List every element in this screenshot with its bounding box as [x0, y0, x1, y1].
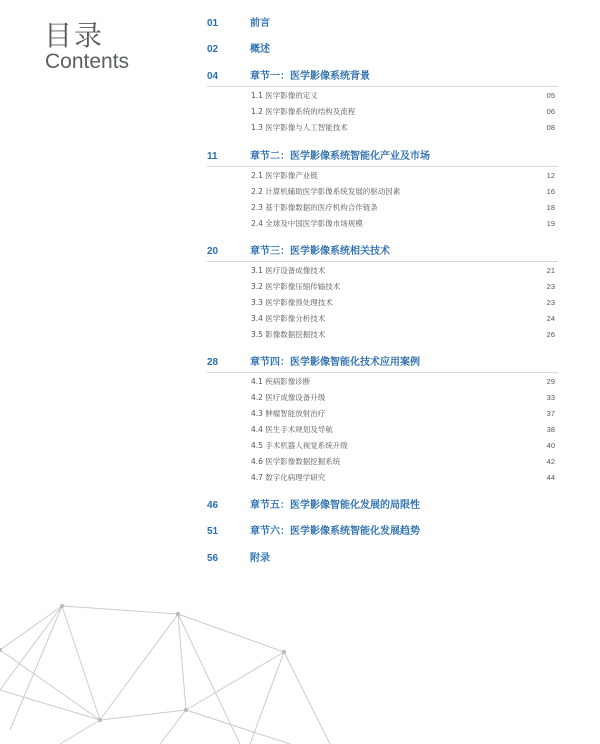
toc-section-page: 08 [546, 123, 555, 132]
toc-section-page: 29 [546, 377, 555, 386]
toc-section[interactable] [0, 390, 600, 406]
toc-chapter-page: 51 [207, 526, 219, 537]
toc-section[interactable] [0, 470, 600, 486]
toc-section[interactable] [0, 216, 600, 232]
toc-section[interactable] [0, 454, 600, 470]
toc-section-title: 2.3 基于影像数据的医疗机构合作链条 [251, 203, 378, 212]
toc-chapter[interactable] [0, 16, 600, 32]
toc-section-page: 33 [546, 393, 555, 402]
toc-chapter-page: 46 [207, 500, 219, 511]
toc-section-title: 2.4 全球及中国医学影像市场规模 [251, 219, 363, 228]
toc-chapter-title: 前言 [250, 18, 270, 29]
toc-section-title: 3.2 医学影像压缩传输技术 [251, 282, 341, 291]
decorative-network-graphic [0, 580, 600, 744]
toc-section-page: 24 [546, 314, 555, 323]
toc-section-title: 4.5 手术机器人视觉系统升级 [251, 441, 348, 450]
toc-chapter[interactable] [0, 498, 600, 514]
toc-section[interactable] [0, 263, 600, 279]
toc-chapter-page: 20 [207, 246, 219, 257]
toc-chapter-page: 01 [207, 18, 219, 29]
toc-section-title: 1.1 医学影像的定义 [251, 91, 318, 100]
toc-section[interactable] [0, 422, 600, 438]
toc-section-page: 26 [546, 330, 555, 339]
toc-section[interactable] [0, 374, 600, 390]
toc-divider [207, 261, 558, 262]
toc-chapter-page: 56 [207, 553, 219, 564]
toc-section-page: 23 [546, 298, 555, 307]
toc-chapter[interactable] [0, 551, 600, 567]
toc-section-title: 2.1 医学影像产业链 [251, 171, 318, 180]
toc-chapter-title: 章节五：医学影像智能化发展的局限性 [250, 500, 420, 511]
toc-chapter[interactable] [0, 355, 600, 371]
toc-section-page: 12 [546, 171, 555, 180]
toc-chapter-title: 概述 [250, 44, 270, 55]
toc-divider [207, 166, 558, 167]
toc-section[interactable] [0, 184, 600, 200]
toc-chapter-page: 02 [207, 44, 219, 55]
toc-chapter-title: 附录 [250, 553, 270, 564]
toc-section-title: 4.2 医疗成像设备升级 [251, 393, 326, 402]
toc-chapter-page: 04 [207, 71, 219, 82]
toc-section-title: 4.6 医学影像数据挖掘系统 [251, 457, 341, 466]
toc-chapter-title: 章节一：医学影像系统背景 [250, 71, 370, 82]
toc-divider [207, 372, 558, 373]
toc-section-page: 40 [546, 441, 555, 450]
toc-section-title: 4.7 数字化病理学研究 [251, 473, 326, 482]
toc-section[interactable] [0, 438, 600, 454]
toc-section-title: 1.3 医学影像与人工智能技术 [251, 123, 348, 132]
toc-section[interactable] [0, 406, 600, 422]
toc-section-title: 1.2 医学影像系统的结构及流程 [251, 107, 356, 116]
toc-section[interactable] [0, 120, 600, 136]
toc-divider [207, 86, 558, 87]
toc-chapter[interactable] [0, 42, 600, 58]
toc-section-title: 2.2 计算机辅助医学影像系统发展的驱动因素 [251, 187, 401, 196]
page-title-cn: 目录 [44, 19, 105, 52]
toc-section-title: 4.4 医生手术规划及导航 [251, 425, 333, 434]
toc-chapter-page: 11 [207, 151, 218, 162]
toc-section-page: 19 [546, 219, 555, 228]
toc-section-page: 23 [546, 282, 555, 291]
toc-section-page: 44 [546, 473, 555, 482]
toc-section-page: 37 [546, 409, 555, 418]
toc-section-page: 05 [546, 91, 555, 100]
toc-section-title: 4.1 疾病影像诊断 [251, 377, 311, 386]
toc-section[interactable] [0, 88, 600, 104]
toc-section-page: 06 [546, 107, 555, 116]
toc-chapter[interactable] [0, 244, 600, 260]
toc-chapter[interactable] [0, 69, 600, 85]
toc-section[interactable] [0, 168, 600, 184]
toc-section-page: 38 [546, 425, 555, 434]
toc-section-title: 4.3 肿瘤智能放射治疗 [251, 409, 326, 418]
toc-chapter[interactable] [0, 524, 600, 540]
toc-section[interactable] [0, 327, 600, 343]
toc-chapter-title: 章节二：医学影像系统智能化产业及市场 [250, 151, 430, 162]
page-title-en: Contents [45, 50, 130, 73]
toc-section-page: 21 [546, 266, 555, 275]
toc-section[interactable] [0, 200, 600, 216]
toc-chapter[interactable] [0, 149, 600, 165]
toc-section[interactable] [0, 311, 600, 327]
toc-chapter-title: 章节六：医学影像系统智能化发展趋势 [250, 526, 420, 537]
toc-section-title: 3.4 医学影像分析技术 [251, 314, 326, 323]
toc-section[interactable] [0, 295, 600, 311]
toc-section-page: 16 [546, 187, 555, 196]
toc-section-page: 42 [546, 457, 555, 466]
toc-section[interactable] [0, 279, 600, 295]
toc-chapter-title: 章节三：医学影像系统相关技术 [250, 246, 390, 257]
toc-section-title: 3.5 影像数据挖掘技术 [251, 330, 326, 339]
toc-section-title: 3.3 医学影像预处理技术 [251, 298, 333, 307]
toc-section-page: 18 [546, 203, 555, 212]
toc-section[interactable] [0, 104, 600, 120]
toc-chapter-title: 章节四：医学影像智能化技术应用案例 [250, 357, 420, 368]
toc-chapter-page: 28 [207, 357, 219, 368]
toc-section-title: 3.1 医疗设备成像技术 [251, 266, 326, 275]
